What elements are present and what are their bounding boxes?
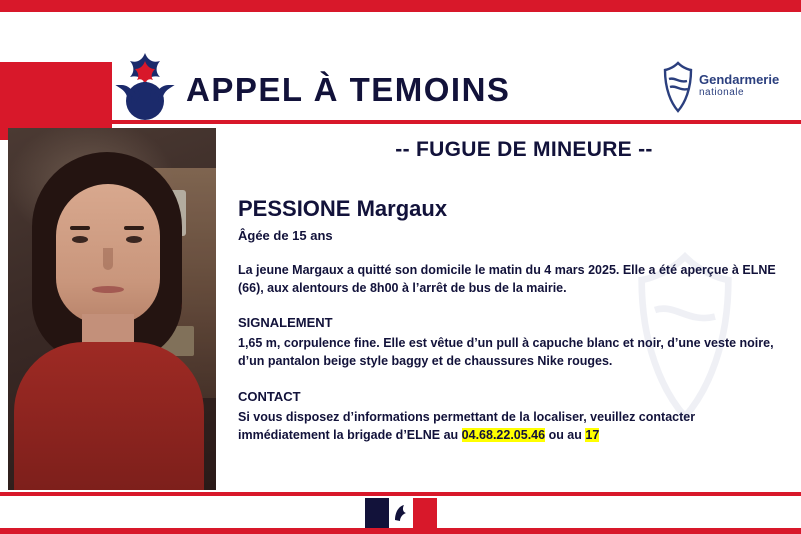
photo-eyebrow-left — [70, 226, 90, 230]
contact-phone: 04.68.22.05.46 — [461, 427, 546, 442]
photo-eye-right — [126, 236, 142, 243]
header-red-rule — [112, 120, 801, 124]
top-red-bar — [0, 0, 801, 12]
flag-blue-band — [365, 498, 389, 528]
contact-join: ou au — [545, 427, 586, 442]
contact-line-1: Si vous disposez d’informations permettant de la localiser, veuillez contacter — [238, 409, 696, 424]
photo-eyebrow-right — [124, 226, 144, 230]
page-title: APPEL À TEMOINS — [186, 71, 511, 108]
contact-line-2: immédiatement la brigade d’ELNE au — [238, 427, 462, 442]
photo-nose — [103, 248, 113, 270]
person-name: PESSIONE Margaux — [238, 196, 448, 221]
poster-content — [238, 130, 794, 444]
logo-subtitle: nationale — [699, 87, 745, 99]
flag-red-band — [413, 498, 437, 528]
signalement-label: SIGNALEMENT — [238, 315, 333, 331]
contact-label: CONTACT — [238, 388, 301, 404]
gendarmerie-grenade-icon — [112, 47, 178, 125]
contact-text — [238, 408, 794, 444]
missing-person-photo — [8, 128, 216, 490]
person-age: Âgée de 15 ans — [238, 228, 333, 243]
bottom-red-bar — [0, 528, 801, 534]
logo-title: Gendarmerie — [699, 72, 780, 87]
case-subtitle: -- FUGUE DE MINEURE -- — [395, 138, 653, 161]
signalement-text: 1,65 m, corpulence fine. Elle est vêtue d’un pull à capuche blanc et noir, d’une veste noire, d’un pantalon beige style baggy et de chaussures Nike rouges. — [238, 336, 774, 369]
left-white-gutter — [0, 140, 8, 492]
flag-white-band — [389, 498, 413, 528]
marianne-icon — [391, 502, 411, 524]
logo-text — [699, 73, 779, 98]
poster-header — [0, 15, 801, 120]
gendarmerie-nationale-logo — [661, 61, 791, 119]
photo-red-top — [14, 342, 204, 490]
photo-eye-left — [72, 236, 88, 243]
contact-emergency-number: 17 — [585, 427, 600, 442]
case-description: La jeune Margaux a quitté son domicile le matin du 4 mars 2025. Elle a été aperçue à ELNE (66), aux alentours de 8h00 à l’arrêt de bus de la mairie. — [238, 263, 776, 296]
french-republic-flag-icon — [365, 498, 437, 528]
photo-mouth — [92, 286, 124, 293]
